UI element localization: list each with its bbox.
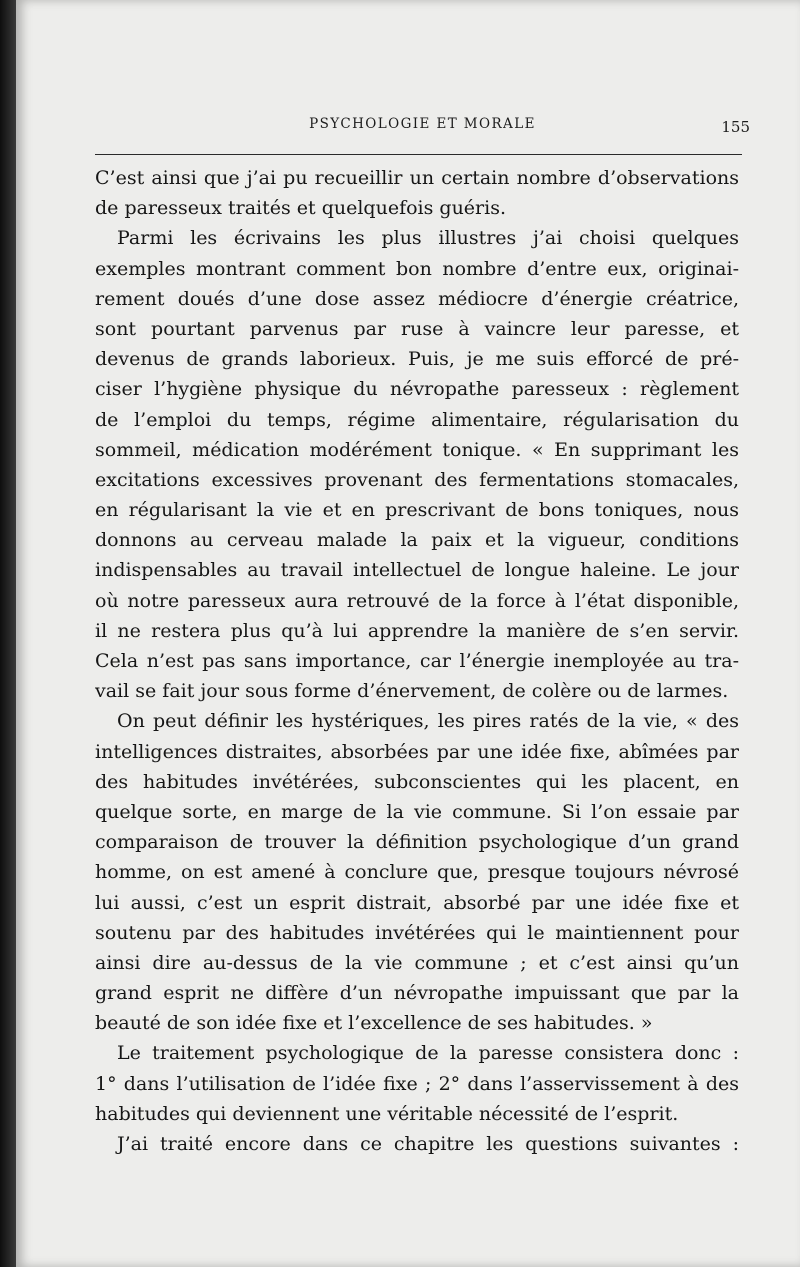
text-line: C’est ainsi que j’ai pu recueillir un certain nombre d’observations	[95, 167, 739, 189]
page-number: 155	[721, 118, 750, 136]
text-line: J’ai traité encore dans ce chapitre les questions suivantes :	[117, 1133, 739, 1155]
body-text	[95, 163, 739, 1159]
text-line: exemples montrant comment bon nombre d’entre eux, originai-	[95, 257, 739, 280]
text-line: donnons au cerveau malade la paix et la vigueur, conditions	[95, 529, 739, 552]
text-line: intelligences distraites, absorbées par une idée fixe, abîmées par	[95, 740, 739, 763]
text-line: où notre paresseux aura retrouvé de la force à l’état disponible,	[95, 589, 739, 612]
text-line: homme, on est amené à conclure que, presque toujours névrosé	[95, 861, 739, 884]
text-line: quelque sorte, en marge de la vie commune. Si l’on essaie par	[95, 800, 739, 823]
text-line: sont pourtant parvenus par ruse à vaincre leur paresse, et	[95, 317, 739, 340]
text-line: il ne restera plus qu’à lui apprendre la manière de s’en servir.	[95, 619, 739, 642]
header-rule	[95, 154, 742, 155]
text-line: de l’emploi du temps, régime alimentaire, régularisation du	[95, 408, 739, 431]
text-line: soutenu par des habitudes invétérées qui le maintiennent pour	[95, 921, 739, 944]
text-line: Le traitement psychologique de la paresse consistera donc :	[117, 1042, 739, 1065]
text-line: On peut définir les hystériques, les pires ratés de la vie, « des	[117, 710, 739, 733]
text-line: beauté de son idée fixe et l’excellence de ses habitudes. »	[95, 1012, 653, 1035]
page-header	[95, 112, 750, 142]
text-line: lui aussi, c’est un esprit distrait, absorbé par une idée fixe et	[95, 891, 739, 914]
text-line: ainsi dire au-dessus de la vie commune ; et c’est ainsi qu’un	[95, 951, 739, 974]
text-line: grand esprit ne diffère d’un névropathe impuissant que par la	[95, 982, 739, 1005]
text-line: devenus de grands laborieux. Puis, je me suis efforcé de pré-	[95, 348, 739, 371]
running-title: PSYCHOLOGIE ET MORALE	[309, 116, 536, 132]
text-line: rement doués d’une dose assez médiocre d’énergie créatrice,	[95, 287, 739, 310]
text-line: de paresseux traités et quelquefois guéris.	[95, 197, 507, 220]
text-line: sommeil, médication modérément tonique. « En supprimant les	[95, 438, 739, 461]
text-line: habitudes qui deviennent une véritable nécessité de l’esprit.	[95, 1102, 679, 1125]
text-line: indispensables au travail intellectuel de longue haleine. Le jour	[95, 559, 739, 582]
scan-edge	[0, 0, 16, 1267]
text-line: excitations excessives provenant des fermentations stomacales,	[95, 468, 739, 491]
text-line: Parmi les écrivains les plus illustres j’ai choisi quelques	[117, 227, 739, 250]
text-line: comparaison de trouver la définition psychologique d’un grand	[95, 831, 739, 854]
text-line: vail se fait jour sous forme d’énervement, de colère ou de larmes.	[95, 680, 729, 703]
text-line: 1° dans l’utilisation de l’idée fixe ; 2° dans l’asservissement à des	[95, 1072, 739, 1095]
text-line: Cela n’est pas sans importance, car l’énergie inemployée au tra-	[95, 650, 739, 672]
text-line: ciser l’hygiène physique du névropathe paresseux : règlement	[95, 378, 739, 401]
text-line: en régularisant la vie et en prescrivant de bons toniques, nous	[95, 499, 739, 522]
text-line: des habitudes invétérées, subconscientes qui les placent, en	[95, 770, 739, 793]
